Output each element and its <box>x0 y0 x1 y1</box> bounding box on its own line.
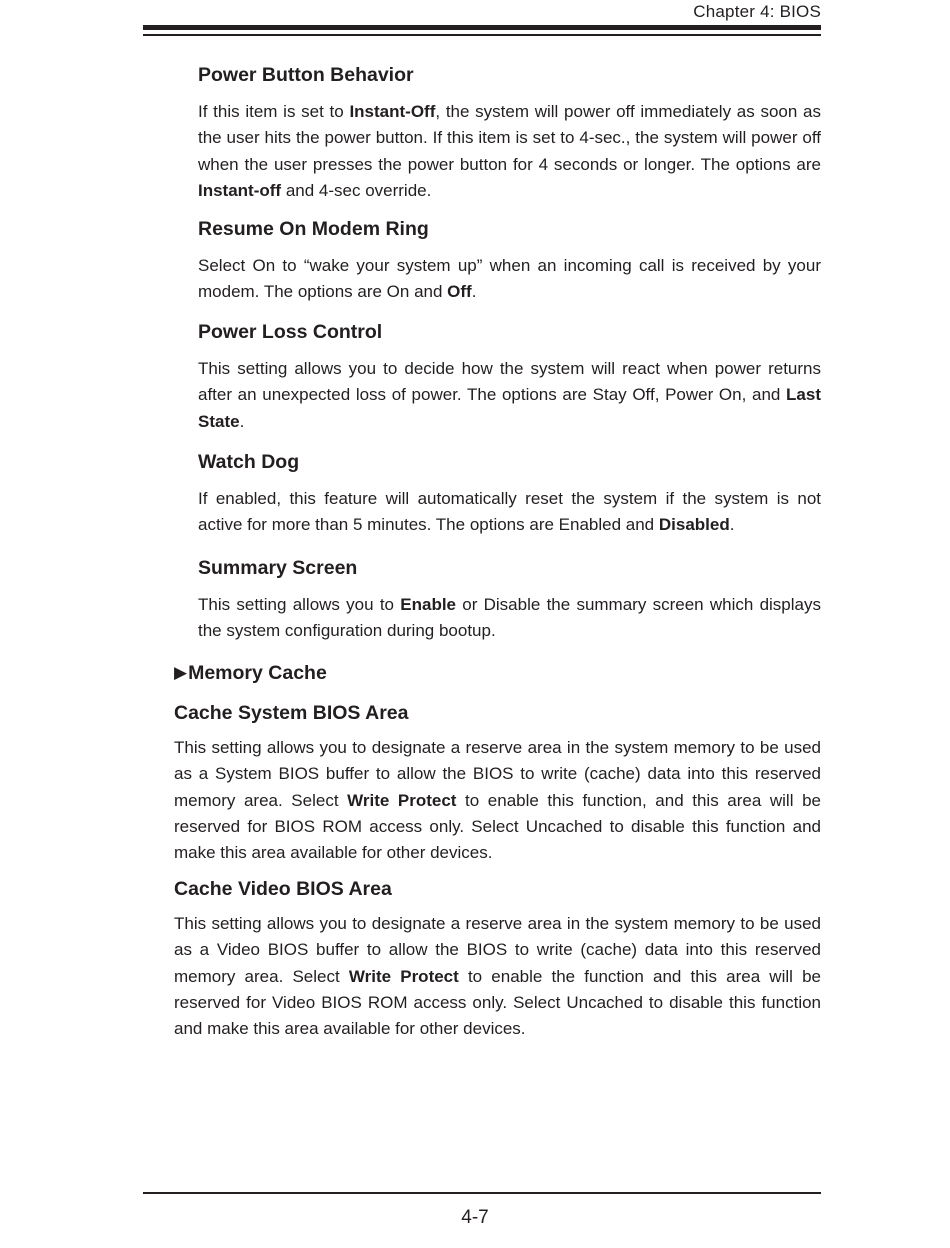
text-run: This setting allows you to <box>198 595 401 614</box>
section-power-button <box>198 63 821 204</box>
section-title: Summary Screen <box>198 557 358 579</box>
section-title: Power Loss Control <box>198 321 383 343</box>
section-cache-video-bios <box>174 877 821 1042</box>
bold-run: Last State <box>198 385 821 431</box>
section-body <box>198 486 821 539</box>
text-run: . <box>239 411 245 431</box>
section-cache-system-bios <box>174 701 821 866</box>
section-body <box>198 356 821 435</box>
section-modem-ring <box>198 217 821 306</box>
section-body <box>198 99 821 204</box>
section-body <box>174 735 821 866</box>
text-run: . <box>729 515 735 535</box>
text-run: If this item is set to <box>198 102 350 121</box>
bold-run: Write Protect <box>348 966 459 986</box>
triangle-right-icon: ▶ <box>174 663 188 682</box>
header-rule-thin <box>143 34 821 36</box>
text-run: and 4-sec override. <box>281 180 432 200</box>
bold-run: Off <box>447 282 472 302</box>
text-run: This setting allows you to designate a reserve area in the system memory to be used as a System BIOS buffer to allow the BIOS to write (cache) data into this reserved memory area. Select <box>174 738 821 810</box>
text-run: This setting allows you to decide how the system will react when power returns after an unexpected loss of power. The options are Stay Off, Power On, and <box>198 359 821 405</box>
section-title: Power Button Behavior <box>198 64 414 86</box>
footer-rule <box>143 1192 821 1194</box>
bold-run: Write Protect <box>347 790 457 810</box>
section-title: Cache Video BIOS Area <box>174 878 392 900</box>
section-body <box>198 592 821 645</box>
text-run: If enabled, this feature will automatically reset the system if the system is not active for more than 5 minutes. The options are Enabled and <box>198 489 821 535</box>
heading-text: Memory Cache <box>188 662 327 684</box>
section-watch-dog <box>198 450 821 539</box>
text-run: to enable this function, and this area will be reserved for BIOS ROM access only. Select Uncached to disable this function and make this area available for other devices. <box>174 790 821 863</box>
section-power-loss <box>198 320 821 435</box>
section-body <box>174 911 821 1042</box>
chapter-header: Chapter 4: BIOS <box>693 2 821 21</box>
bold-run: Disabled <box>658 515 730 535</box>
page-number: 4-7 <box>461 1207 489 1228</box>
text-run: This setting allows you to designate a reserve area in the system memory to be used as a Video BIOS buffer to allow the BIOS to write (cache) data into this reserved memory area. Select <box>174 914 821 986</box>
text-run: . <box>471 282 477 302</box>
section-memory-cache <box>174 661 821 685</box>
text-run: to enable the function and this area will be reserved for Video BIOS ROM access only. Select Uncached to disable this function and make this area available for other devices. <box>174 966 821 1039</box>
bold-run: Instant-Off <box>349 102 436 121</box>
header-rule-thick <box>143 25 821 30</box>
section-body <box>198 253 821 306</box>
bold-run: Enable <box>400 595 457 614</box>
bold-run: Instant-off <box>198 180 282 200</box>
text-run: , the system will power off immediately as soon as the user hits the power button. If this item is set to 4-sec., the system will power off when the user presses the power button for 4 seconds or longer. The options are <box>198 102 821 174</box>
text-run: or Disable the summary screen which displays the system configuration during bootup. <box>198 595 821 641</box>
section-title <box>174 661 821 685</box>
text-run: Select On to “wake your system up” when an incoming call is received by your modem. The options are On and <box>198 256 821 302</box>
section-title: Resume On Modem Ring <box>198 218 429 240</box>
section-title: Cache System BIOS Area <box>174 702 409 724</box>
section-title: Watch Dog <box>198 451 300 473</box>
section-summary-screen <box>198 556 821 645</box>
